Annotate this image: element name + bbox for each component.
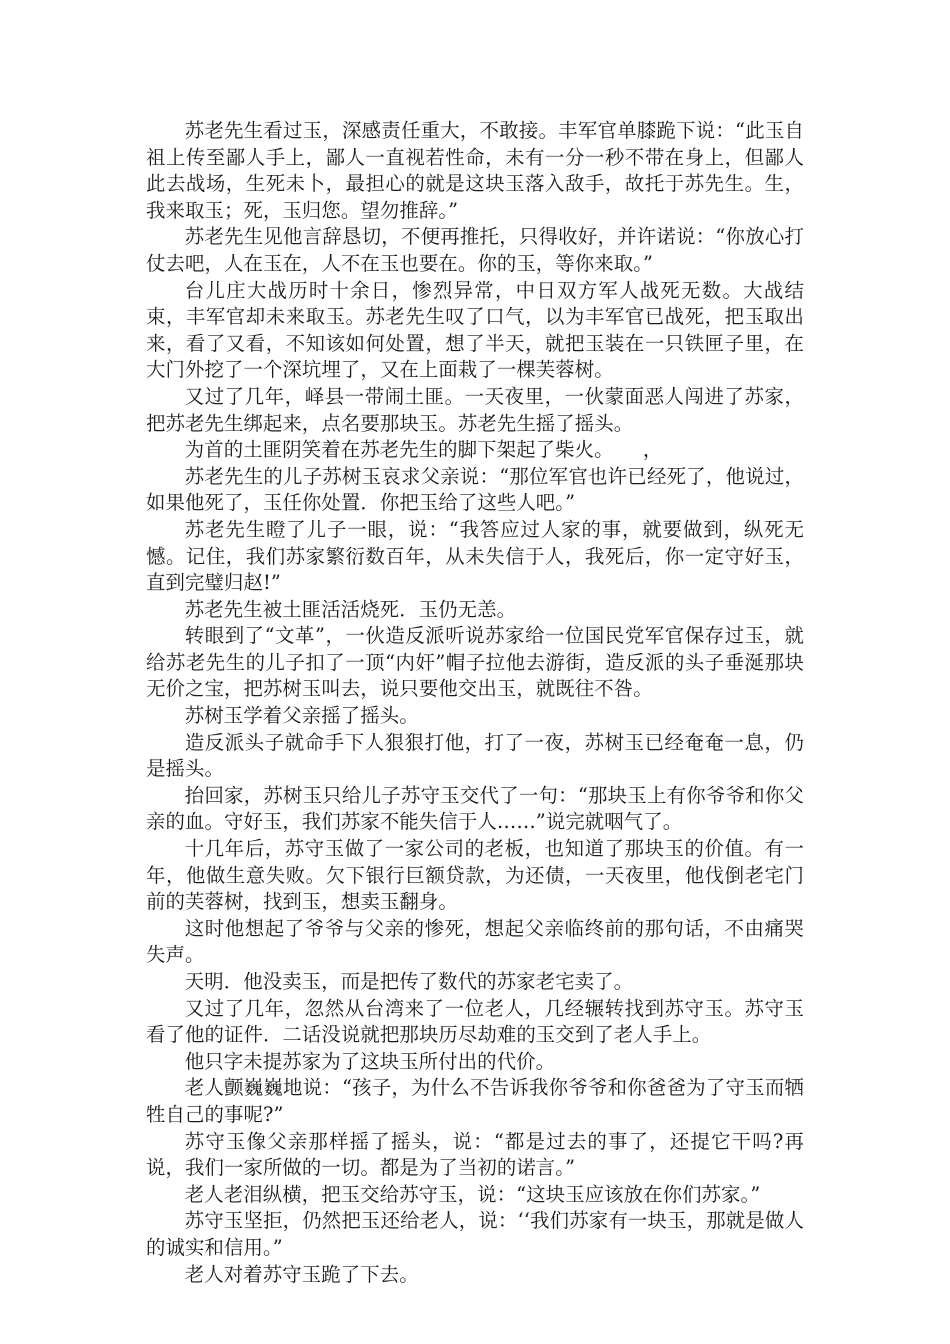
paragraph-17: 他只字未提苏家为了这块玉所付出的代价。 (184, 1049, 556, 1073)
paragraph-20: 老人老泪纵横，把玉交给苏守玉，说：“这块玉应该放在你们苏家。” (184, 1182, 761, 1206)
paragraph-10: 苏树玉学着父亲摇了摇头。 (184, 704, 419, 728)
paragraph-4: 又过了几年，峄县一带闹土匪。一天夜里，一伙蒙面恶人闯进了苏家，把苏老先生绑起来，点名要那块玉。苏老先生摇了摇头。 (146, 384, 804, 435)
paragraph-14: 这时他想起了爷爷与父亲的惨死，想起父亲临终前的那句话，不由痛哭失声。 (146, 916, 804, 967)
paragraph-13: 十几年后，苏守玉做了一家公司的老板，也知道了那块玉的价值。有一年，他做生意失败。欠下银行巨额贷款，为还债，一天夜里，他伐倒老宅门前的芙蓉树，找到玉，想卖玉翻身。 (146, 837, 804, 914)
paragraph-12: 抬回家，苏树玉只给儿子苏守玉交代了一句：“那块玉上有你爷爷和你父亲的血。守好玉，我们苏家不能失信于人……”说完就咽气了。 (146, 783, 804, 834)
paragraph-5: 为首的土匪阴笑着在苏老先生的脚下架起了柴火。 ， (184, 438, 663, 462)
document-page (146, 118, 804, 1288)
paragraph-15: 天明．他没卖玉，而是把传了数代的苏家老宅卖了。 (184, 970, 634, 993)
paragraph-21: 苏守玉坚拒，仍然把玉还给老人，说：‘‘我们苏家有一块玉，那就是做人的诚实和信用。” (146, 1209, 804, 1259)
paragraph-22: 老人对着苏守玉跪了下去。 (184, 1262, 419, 1286)
paragraph-16: 又过了几年，忽然从台湾来了一位老人，几经辗转找到苏守玉。苏守玉看了他的证件．二话没说就把那块历尽劫难的玉交到了老人手上。 (146, 996, 804, 1047)
paragraph-9: 转眼到了“文革”，一伙造反派听说苏家给一位国民党军官保存过玉，就给苏老先生的儿子扣了一顶“内奸”帽子拉他去游街，造反派的头子垂涎那块无价之宝，把苏树玉叫去，说只要他交出玉，就既往不咎。 (146, 624, 804, 701)
paragraph-6: 苏老先生的儿子苏树玉哀求父亲说：“那位军官也许已经死了，他说过，如果他死了，玉任你处置．你把玉给了这些人吧。” (146, 464, 804, 515)
paragraph-18: 老人颤巍巍地说：“孩子，为什么不告诉我你爷爷和你爸爸为了守玉而牺牲自己的事呢?” (146, 1076, 804, 1126)
paragraph-2: 苏老先生见他言辞恳切，不便再推托，只得收好，并许诺说：“你放心打仗去吧，人在玉在，人不在玉也要在。你的玉，等你来取。” (146, 225, 804, 275)
paragraph-19: 苏守玉像父亲那样摇了摇头，说：“都是过去的事了，还提它干吗?再说，我们一家所做的一切。都是为了当初的诺言。” (146, 1129, 804, 1180)
paragraph-3: 台儿庄大战历时十余日，惨烈异常，中日双方军人战死无数。大战结束，丰军官却未来取玉。苏老先生叹了口气，以为丰军官已战死，把玉取出来，看了又看，不知该如何处置，想了半天，就把玉装在一只铁匣子里，在大门外挖了一个深坑埋了，又在上面栽了一棵芙蓉树。 (146, 278, 804, 382)
paragraph-8: 苏老先生被土匪活活烧死．玉仍无恙。 (184, 597, 517, 621)
paragraph-7: 苏老先生瞪了儿子一眼，说：“我答应过人家的事，就要做到，纵死无憾。记住，我们苏家繁衍数百年，从未失信于人，我死后，你一定守好玉，直到完璧归赵!” (146, 517, 804, 595)
paragraph-1: 苏老先生看过玉，深感责任重大，不敢接。丰军官单膝跪下说：“此玉自祖上传至鄙人手上，鄙人一直视若性命，未有一分一秒不带在身上，但鄙人此去战场，生死未卜，最担心的就是这块玉落入敌手，故托于苏先生。生，我来取玉；死，玉归您。望勿推辞。” (146, 119, 804, 222)
paragraph-11: 造反派头子就命手下人狠狠打他，打了一夜，苏树玉已经奄奄一息，仍是摇头。 (146, 730, 804, 781)
